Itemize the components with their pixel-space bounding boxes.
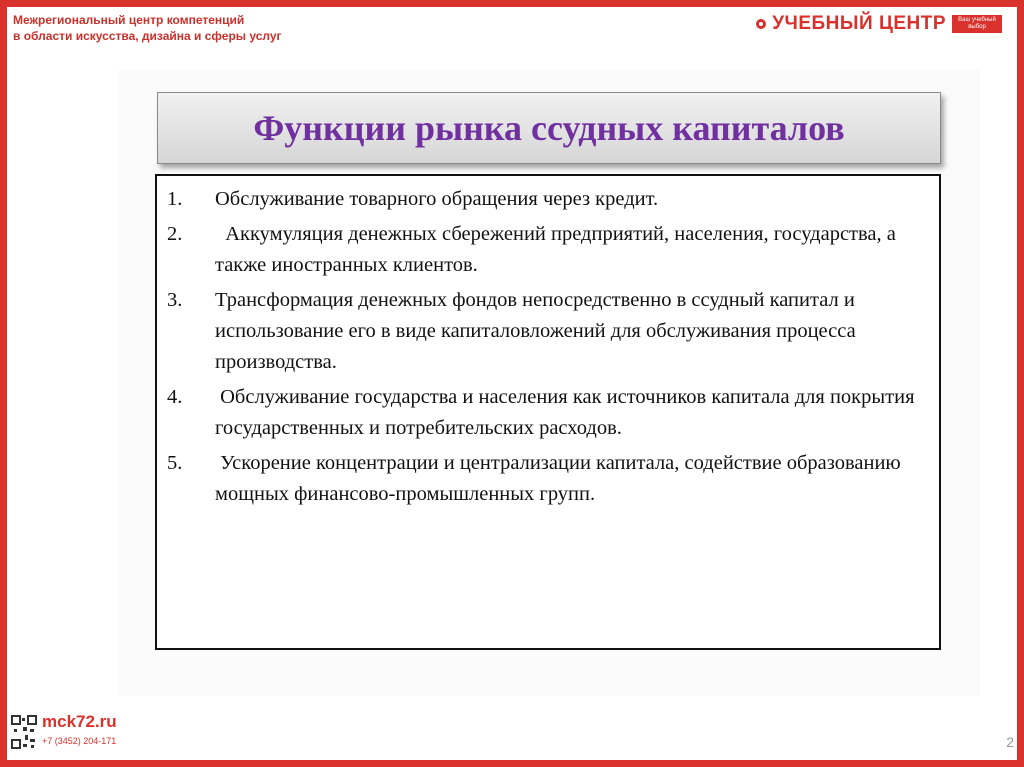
org-line-1: Межрегиональный центр компетенций (13, 13, 245, 27)
functions-list (167, 184, 932, 514)
item-number: 5. (167, 452, 183, 474)
item-number: 2. (167, 223, 183, 245)
item-text: Ускорение концентрации и централизации капитала, содействие образованию мощных финансово-промышленных групп. (215, 452, 901, 505)
page-number: 2 (1006, 734, 1014, 750)
brand-tagline: Ваш учебный выбор (952, 15, 1002, 33)
list-item (167, 219, 932, 281)
item-number: 4. (167, 386, 183, 408)
org-name (13, 12, 282, 44)
slide-title: Функции рынка ссудных капиталов (253, 108, 845, 148)
item-text: Обслуживание государства и населения как источников капитала для покрытия государственных и потребительских расходов. (215, 386, 915, 439)
qr-code-icon (11, 715, 37, 749)
item-text: Обслуживание товарного обращения через кредит. (215, 188, 659, 210)
item-text: Аккумуляция денежных сбережений предприятий, населения, государства, а также иностранных клиентов. (215, 223, 896, 276)
item-number: 1. (167, 188, 183, 210)
brand-name: УЧЕБНЫЙ ЦЕНТР (772, 13, 946, 34)
phone-number: +7 (3452) 204-171 (42, 736, 117, 746)
brand-logo (756, 12, 1002, 36)
content-box (155, 174, 941, 650)
org-line-2: в области искусства, дизайна и сферы услуг (13, 29, 282, 43)
list-item (167, 184, 932, 215)
list-item (167, 285, 932, 378)
list-item (167, 448, 932, 510)
list-item (167, 382, 932, 444)
logo-ring-icon (756, 19, 766, 29)
item-text: Трансформация денежных фондов непосредственно в ссудный капитал и использование его в виде капиталовложений для обслуживания процесса производства. (215, 289, 856, 373)
item-number: 3. (167, 289, 183, 311)
site-link[interactable]: mck72.ru (42, 712, 117, 731)
title-box (157, 92, 941, 164)
